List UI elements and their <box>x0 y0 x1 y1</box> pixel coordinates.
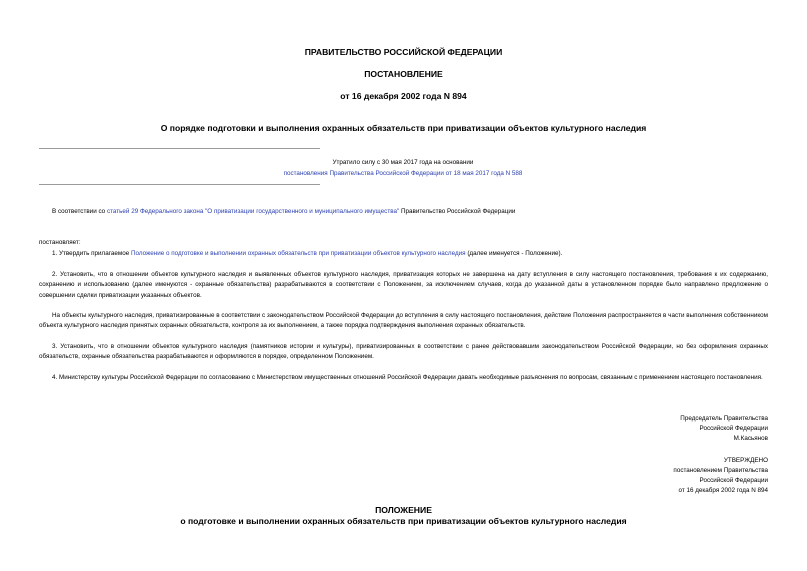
decree-word: постановляет: <box>39 239 81 246</box>
paragraph-3: 3. Установить, что в отношении объектов культурного наследия (памятников истории и культуры), приватизированных в соответствии с ранее действовавшим законодательством Российской Федерации, но без оформления охранных обязательств, охранные обязательства разрабатываются и оформляются в порядке, определенном Положением. <box>39 343 768 361</box>
regulation-subtitle: о подготовке и выполнении охранных обязательств при приватизации объектов культурного наследия <box>180 516 627 526</box>
approved-line-2: постановлением Правительства <box>673 467 768 474</box>
approved-block <box>500 456 768 496</box>
government-name: ПРАВИТЕЛЬСТВО РОССИЙСКОЙ ФЕДЕРАЦИИ <box>304 47 503 57</box>
paragraph-2b: На объекты культурного наследия, приватизированные в соответствии с законодательством Российской Федерации до вступления в силу настоящего постановления, действие Положения распространяется в части выполнения собственником объекта культурного наследия принятых охранных обязательств, контроля за их выполнением, а также порядка подтверждения выполнения охранных обязательств. <box>39 312 768 330</box>
divider-top <box>39 148 320 149</box>
approved-line-1: УТВЕРЖДЕНО <box>723 457 768 464</box>
approved-line-3: Российской Федерации <box>699 477 768 484</box>
p1-prefix: 1. Утвердить прилагаемое <box>52 250 131 257</box>
preamble-law-link[interactable]: статьей 29 Федерального закона "О приватизации государственного и муниципального имущества" <box>106 208 400 215</box>
p1-suffix: (далее именуется - Положение). <box>465 250 563 257</box>
status-note-link[interactable]: постановления Правительства Российской Федерации от 18 мая 2017 года N 588 <box>283 170 523 177</box>
preamble-suffix: Правительство Российской Федерации <box>399 208 516 215</box>
document-date-number: от 16 декабря 2002 года N 894 <box>340 91 467 101</box>
regulation-link[interactable]: Положение о подготовке и выполнении охранных обязательств при приватизации объектов культурного наследия <box>130 250 466 257</box>
signature-line-1: Председатель Правительства <box>680 415 768 422</box>
signature-name: М.Касьянов <box>733 435 768 442</box>
divider-bottom <box>39 184 320 185</box>
paragraph-2: 2. Установить, что в отношении объектов культурного наследия и выявленных объектов культурного наследия, приватизация которых не завершена на дату вступления в силу настоящего постановления, требования к их содержанию, сохранению и использованию (далее именуются - охранные обязательства) разрабатываются в соответствии с Положением, за исключением случаев, когда до указанной даты в установленном порядке было направлено предложение о совершении сделки приватизации указанных объектов. <box>39 271 768 299</box>
status-note-line1: Утратило силу с 30 мая 2017 года на основании <box>332 159 474 166</box>
approved-line-4: от 16 декабря 2002 года N 894 <box>678 487 768 494</box>
paragraph-4: 4. Министерству культуры Российской Федерации по согласованию с Министерством имущественных отношений Российской Федерации давать необходимые разъяснения по вопросам, связанным с применением настоящего постановления. <box>52 374 763 381</box>
paragraph-1 <box>52 249 772 259</box>
preamble-prefix: В соответствии со <box>52 208 107 215</box>
document-type: ПОСТАНОВЛЕНИЕ <box>364 69 443 79</box>
regulation-title: ПОЛОЖЕНИЕ <box>375 505 432 515</box>
signature-line-2: Российской Федерации <box>699 425 768 432</box>
document-title: О порядке подготовки и выполнения охранных обязательств при приватизации объектов культурного наследия <box>160 123 647 133</box>
signature-block <box>500 414 768 444</box>
preamble <box>52 207 772 217</box>
